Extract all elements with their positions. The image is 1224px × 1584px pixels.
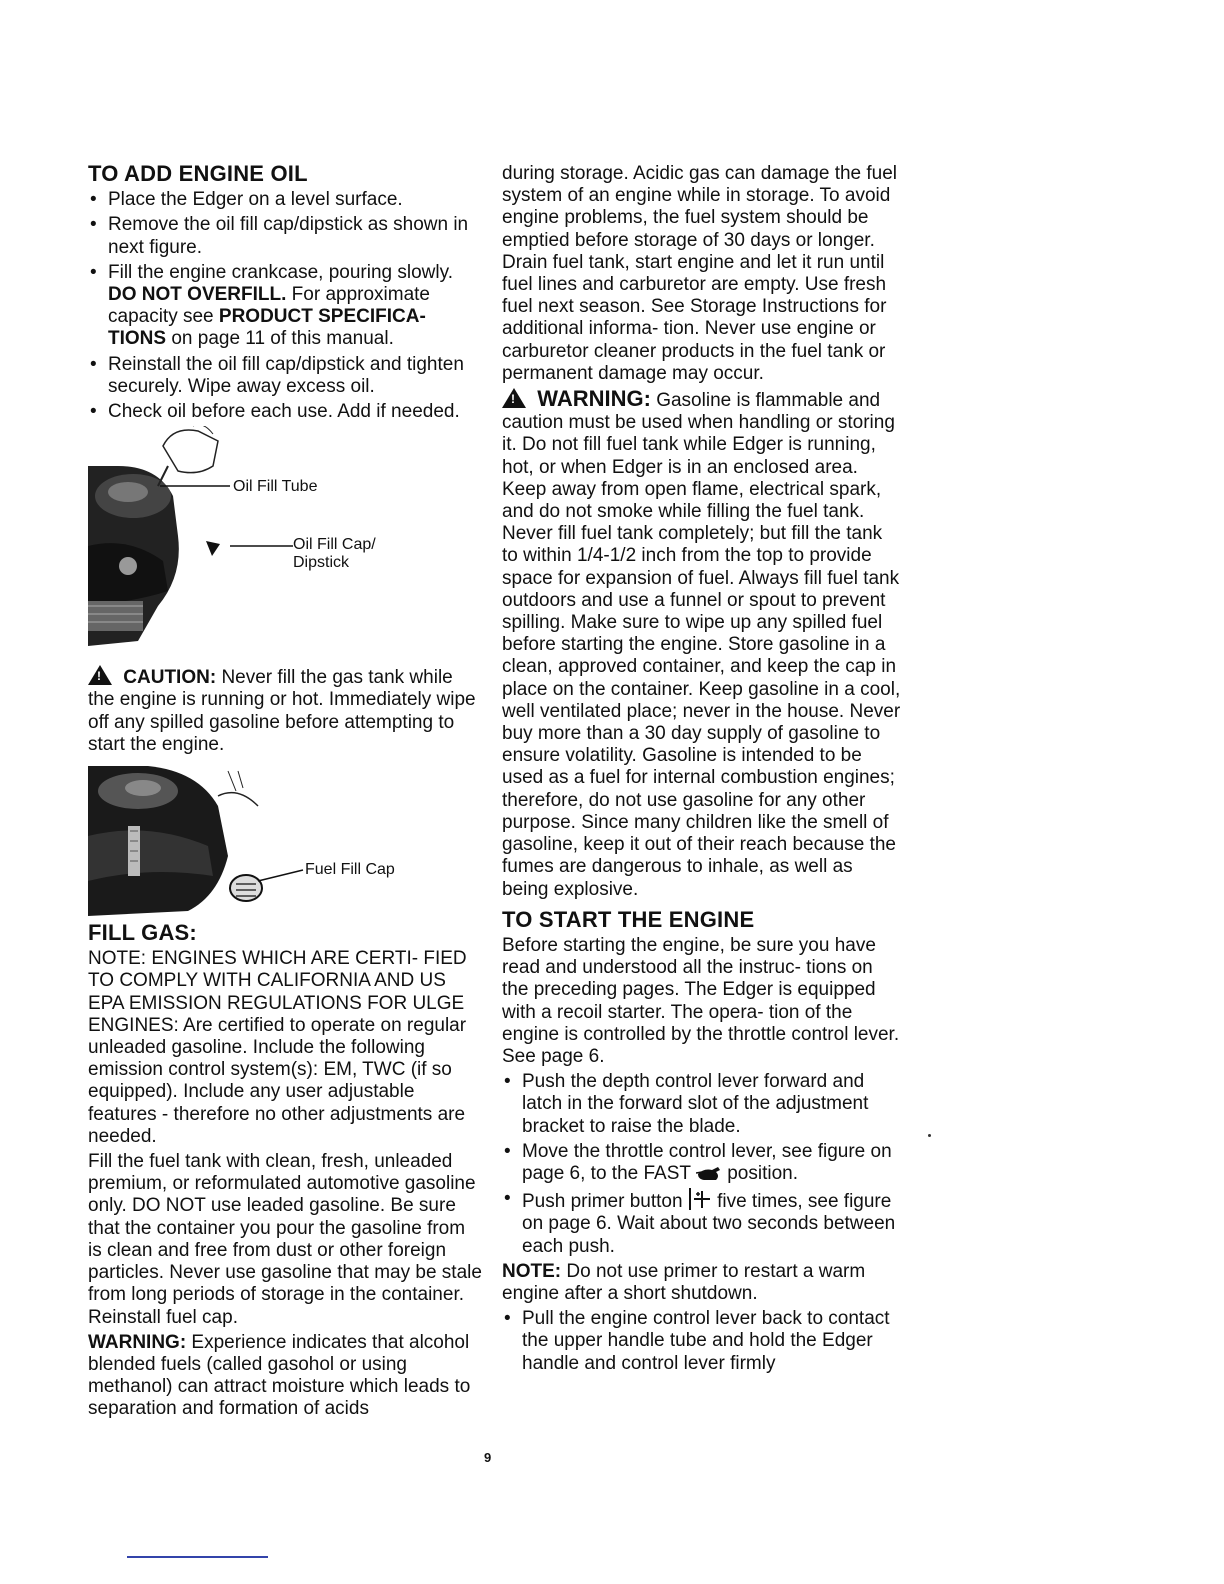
step-text: For approximate capacity see: [108, 284, 431, 328]
oil-fill-figure: [88, 426, 483, 651]
list-item: • Reinstall the oil fill cap/dipstick and tighten securely. Wipe away excess oil.: [88, 354, 483, 398]
start-steps-list: [502, 1071, 902, 1258]
fuel-fill-figure: [88, 766, 483, 916]
caution-paragraph: [88, 665, 483, 756]
list-item: • Check oil before each use. Add if needed.: [88, 401, 483, 423]
list-item: [88, 262, 483, 351]
note-text: Do not use primer to restart a warm engine after a short shutdown.: [502, 1260, 866, 1304]
step-text: Move the throttle control lever, see figure on page 6, to the FAST: [522, 1140, 892, 1184]
step-text: position.: [721, 1162, 798, 1184]
emission-note: NOTE: ENGINES WHICH ARE CERTI- FIED TO COMPLY WITH CALIFORNIA AND US EPA EMISSION REGULATIONS FOR ULGE ENGINES: Are certified to operate on regular unleaded gasoline. Include the following emission control system(s): EM, TWC (if so equipped). Include any user adjustable features - therefore no other adjustments are needed.: [88, 948, 467, 1147]
list-item: [502, 1141, 902, 1185]
stray-mark: [928, 1134, 931, 1137]
caution-text: Never fill the gas tank while the engine is running or hot. Immediately wipe off any spilled gasoline before attempting to start the engine.: [88, 667, 476, 755]
fill-gas-heading: FILL GAS:: [88, 920, 197, 946]
list-item: • Pull the engine control lever back to contact the upper handle tube and hold the Edger handle and control lever firmly: [502, 1308, 902, 1375]
step-text: five times, see figure on page 6. Wait about two seconds between each push.: [522, 1191, 896, 1257]
list-item: [502, 1188, 902, 1258]
spec-reference: PRODUCT SPECIFICA- TIONS: [108, 306, 426, 350]
warning-text: Experience indicates that alcohol blended fuels (called gasohol or using methanol) can attract moisture which leads to separation and formation of acids: [88, 1331, 471, 1420]
start-engine-heading: TO START THE ENGINE: [502, 906, 755, 932]
list-item: • Place the Edger on a level surface.: [88, 189, 483, 211]
step-text: Fill the engine crankcase, pouring slowly.: [108, 261, 453, 283]
step-text: Push primer button: [522, 1191, 683, 1213]
dipstick-label: Dipstick: [293, 554, 350, 572]
gasoline-warning: [502, 388, 902, 901]
warning-text: Gasoline is flammable and caution must be used when handling or storing it. Do not fill fuel tank while Edger is running, hot, or when Edger is in an enclosed area. Keep away from open flame, electrical spark, and do not smoke while filling the fuel tank. Never fill fuel tank completely; but fill the tank to within 1/4-1/2 inch from the top to provide space for expansion of fuel. Always fill fuel tank outdoors and use a funnel or spout to prevent spilling. Make sure to wipe up any spilled fuel before starting the engine. Store gasoline in a clean, approved container, and keep the cap in place on the container. Keep gasoline in a cool, well ventilated place; never in the house. Never buy more than a 30 day supply of gasoline to ensure volatility. Gasoline is intended to be used as a fuel for internal combustion engines; therefore, do not use gasoline for any other purpose. Since many children like the smell of gasoline, keep it out of their reach because the fumes are dangerous to inhale, as well as being explosive.: [502, 390, 901, 900]
warning-triangle-icon: [88, 665, 112, 685]
right-column: [502, 163, 902, 1378]
fill-instructions: Fill the fuel tank with clean, fresh, unleaded premium, or reformulated automotive gasoline only. DO NOT use leaded gasoline. Be sure that the container you pour the gasoline from is clean and free from dust or other foreign particles. Never use gasoline that may be stale from long periods of storage in the container. Reinstall fuel cap.: [88, 1151, 482, 1328]
fuel-tank-illustration: [88, 766, 483, 916]
start-intro: Before starting the engine, be sure you have read and understood all the instruc- tions on the preceding pages. The Edger is equipped with a recoil starter. The opera- tion of the engine is controlled by the throttle control lever. See page 6.: [502, 934, 900, 1067]
add-oil-heading: TO ADD ENGINE OIL: [88, 161, 308, 186]
primer-note: [502, 1261, 902, 1305]
overfill-warning: DO NOT OVERFILL.: [108, 284, 287, 306]
page-number: 9: [484, 1450, 492, 1465]
start-steps-list-cont: [502, 1308, 902, 1375]
note-label: NOTE:: [502, 1260, 562, 1282]
footer-divider: [127, 1556, 268, 1558]
fuel-fill-cap-label: Fuel Fill Cap: [305, 861, 395, 879]
warning-triangle-icon: [502, 388, 526, 408]
caution-label: CAUTION:: [123, 667, 217, 689]
oil-fill-cap-label: Oil Fill Cap/: [293, 536, 376, 554]
alcohol-warning: [88, 1332, 483, 1421]
list-item: • Remove the oil fill cap/dipstick as shown in next figure.: [88, 214, 483, 258]
left-column: [88, 163, 483, 1424]
rabbit-fast-icon: [696, 1164, 722, 1182]
engine-oil-illustration: [88, 426, 483, 651]
oil-steps-list: [88, 189, 483, 423]
oil-fill-tube-label: Oil Fill Tube: [233, 478, 318, 496]
step-text: on page 11 of this manual.: [166, 328, 394, 350]
warning-label: WARNING:: [88, 1331, 187, 1353]
storage-continued-text: during storage. Acidic gas can damage the fuel system of an engine while in storage. To avoid engine problems, the fuel system should be emptied before storage of 30 days or longer. Drain fuel tank, start engine and let it run until fuel lines and carburetor are empty. Use fresh fuel next season. See Storage Instructions for additional informa- tion. Never use engine or carburetor cleaner products in the fuel tank or permanent damage may occur.: [502, 163, 898, 384]
warning-label: WARNING:: [537, 386, 651, 412]
list-item: • Push the depth control lever forward and latch in the forward slot of the adjustment bracket to raise the blade.: [502, 1071, 902, 1138]
primer-button-icon: [688, 1188, 712, 1210]
